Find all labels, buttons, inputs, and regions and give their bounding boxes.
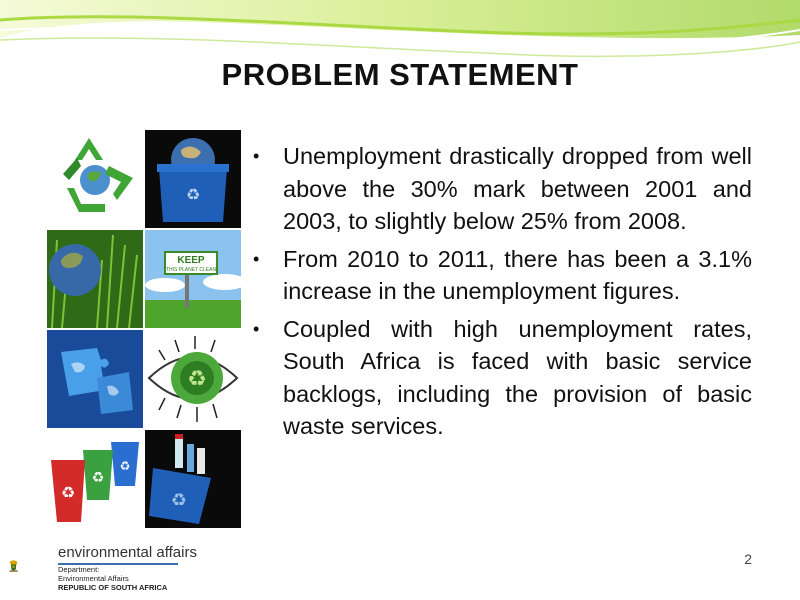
svg-text:♻: ♻ [60, 483, 76, 502]
dept-line: Environmental Affairs [58, 574, 129, 583]
svg-text:♻: ♻ [185, 185, 201, 204]
recycle-bin-icon [145, 130, 241, 228]
coat-of-arms-icon [8, 538, 54, 594]
eye-icon [145, 330, 241, 428]
dept-line: REPUBLIC OF SOUTH AFRICA [58, 583, 168, 592]
svg-text:♻: ♻ [187, 367, 207, 392]
bullet-list [250, 140, 752, 448]
svg-text:♻: ♻ [119, 459, 131, 473]
bullet-text: From 2010 to 2011, there has been a 3.1% increase in the unemployment figures. [283, 245, 752, 304]
puzzle-icon [47, 330, 143, 428]
bullet-marker: • [253, 318, 260, 339]
sign-text: KEEP [177, 255, 205, 266]
recycle-bins-icon [47, 430, 143, 528]
bullet-item [250, 140, 752, 238]
bottles-icon [145, 430, 241, 528]
image-collage [47, 130, 241, 528]
bullet-item [250, 313, 752, 443]
sign-subtext: THIS PLANET CLEAN [165, 267, 217, 273]
org-name: environmental affairs [58, 544, 197, 561]
bullet-text: Unemployment drastically dropped from well above the 30% mark between 2001 and 2003, to slightly below 25% from 2008. [283, 143, 752, 234]
recycle-icon [47, 130, 143, 228]
bullet-marker: • [253, 146, 260, 166]
page-number: 2 [744, 551, 752, 567]
bullet-text: Coupled with high unemployment rates, South Africa is faced with basic service backlogs, including the provision of basic waste services. [283, 315, 752, 439]
bullet-item [250, 243, 752, 308]
dept-line: Department: [58, 565, 100, 574]
svg-text:♻: ♻ [170, 490, 188, 511]
org-department [58, 565, 167, 592]
sign-icon [145, 230, 241, 328]
slide-title: PROBLEM STATEMENT [221, 57, 579, 92]
svg-text:♻: ♻ [91, 470, 105, 486]
globe-icon [47, 230, 143, 328]
bullet-marker: • [253, 248, 260, 269]
